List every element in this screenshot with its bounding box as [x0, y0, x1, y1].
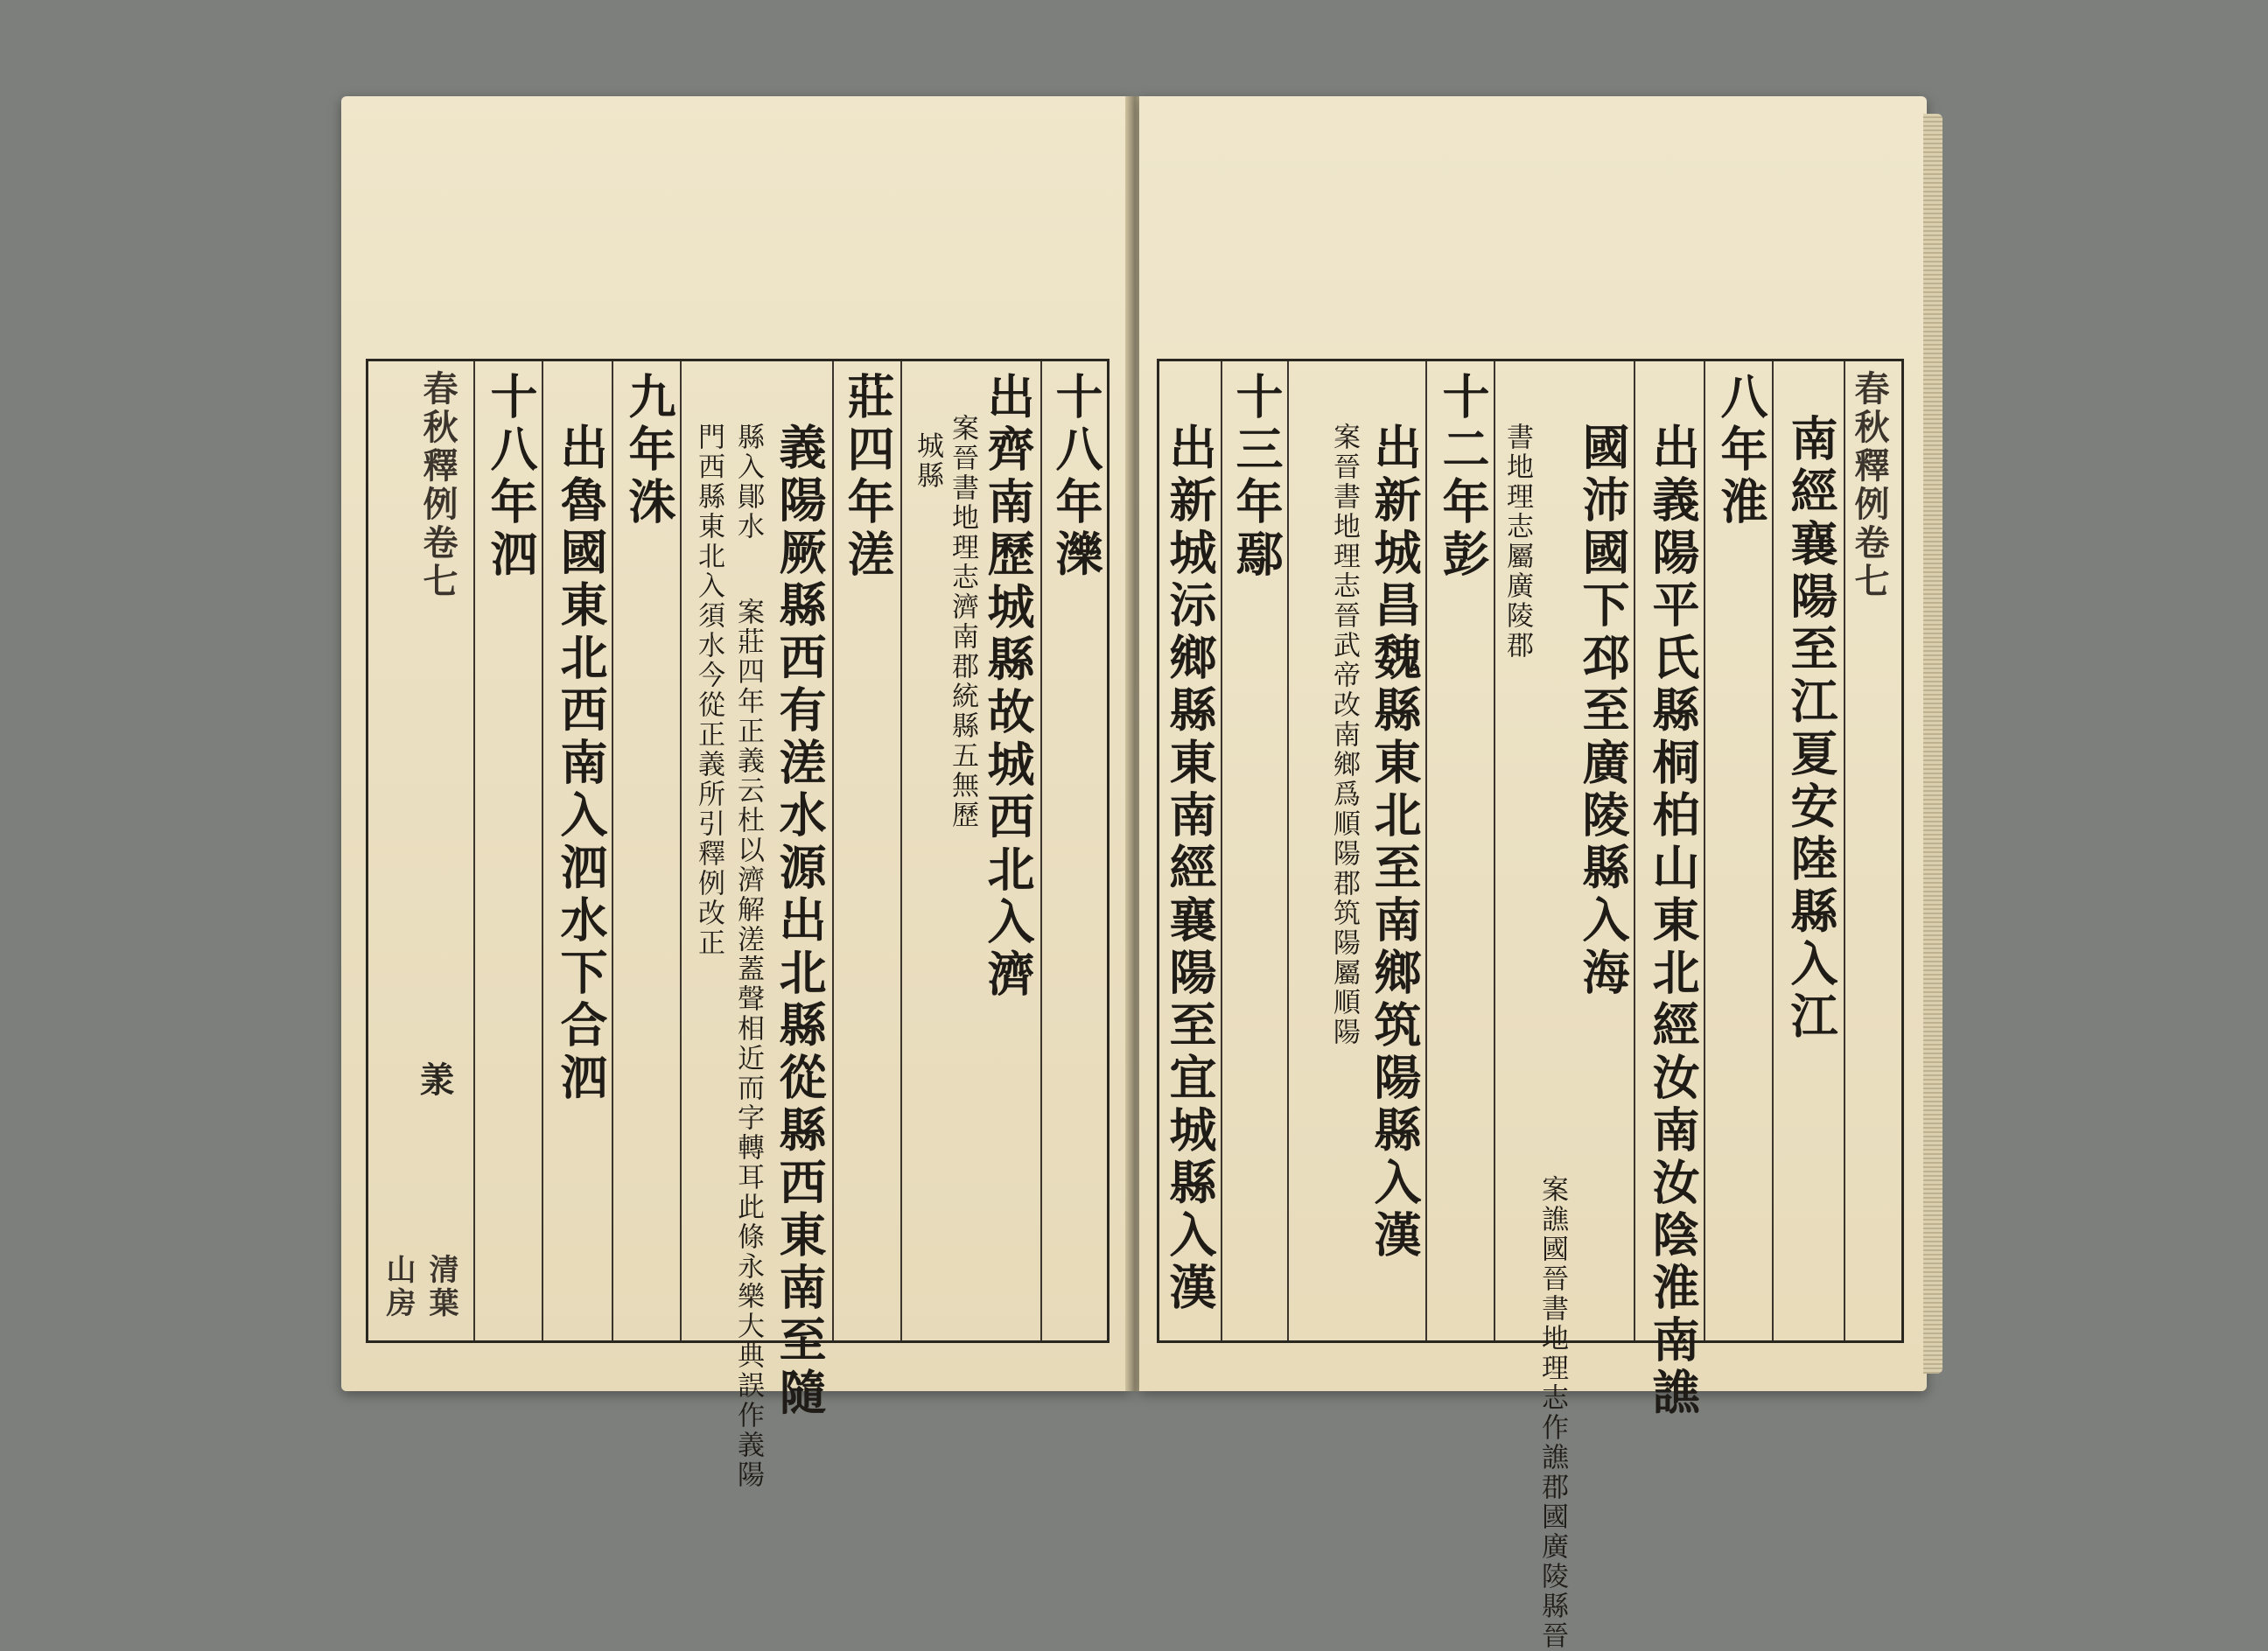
publisher-mark: 清葉山房 — [381, 1254, 458, 1320]
column-rule — [900, 361, 902, 1340]
heading-column: 十八年濼 — [1048, 372, 1104, 582]
note-column: 城縣 — [912, 431, 943, 491]
heading-column: 八年淮 — [1713, 372, 1769, 529]
text-column: 出齊南歷城縣故城西北入濟 — [980, 372, 1036, 1002]
column-rule — [1772, 361, 1774, 1340]
heading-column: 九年洙 — [621, 372, 677, 529]
margin-book-title: 春秋釋例卷七 — [1849, 370, 1890, 601]
left-page — [341, 96, 1130, 1490]
heading-column: 十二年彭 — [1435, 372, 1491, 582]
note-column: 書地理志屬廣陵郡 — [1502, 423, 1533, 661]
note-column: 縣入鄖水 — [732, 423, 764, 542]
page-stack-edge — [1923, 114, 1942, 1374]
text-column: 南經襄陽至江夏安陸縣入江 — [1783, 414, 1839, 1044]
margin-book-title: 春秋釋例卷七 — [417, 370, 458, 601]
note-column: 案晉書地理志晉武帝改南鄉爲順陽郡筑陽屬順陽 — [1328, 423, 1360, 1047]
note-column: 門西縣東北入須水今從正義所引釋例改正 — [693, 423, 724, 958]
column-rule — [1494, 361, 1495, 1340]
column-rule — [1040, 361, 1042, 1340]
text-column: 出義陽平氏縣桐柏山東北經汝南汝陰淮南譙 — [1645, 423, 1701, 1420]
note-column: 案莊四年正義云杜以濟解溠蓋聲相近而字轉耳此條永樂大典誤作義陽 — [732, 598, 764, 1490]
text-column: 國沛國下邳至廣陵縣入海 — [1575, 423, 1631, 1000]
column-rule — [832, 361, 834, 1340]
column-rule — [612, 361, 613, 1340]
column-rule — [680, 361, 682, 1340]
column-rule — [1704, 361, 1705, 1340]
text-column: 出新城沶鄉縣東南經襄陽至宜城縣入漢 — [1162, 423, 1218, 1315]
leaf-mark: 羕 — [414, 1061, 455, 1096]
left-text-frame — [366, 359, 1110, 1490]
column-rule — [1425, 361, 1427, 1340]
note-column: 案晉書地理志濟南郡統縣五無歷 — [947, 414, 978, 830]
column-rule — [1844, 361, 1845, 1340]
column-rule — [473, 361, 475, 1340]
column-rule — [1221, 361, 1222, 1340]
right-text-frame — [1157, 359, 1904, 1651]
heading-column: 十三年鄢 — [1228, 372, 1284, 582]
column-rule — [1634, 361, 1635, 1340]
open-book — [341, 96, 1927, 1651]
right-page — [1139, 96, 1927, 1651]
column-rule — [1287, 361, 1289, 1340]
heading-column: 十八年泗 — [483, 372, 539, 582]
column-rule — [542, 361, 543, 1340]
text-column: 出新城昌魏縣東北至南鄉筑陽縣入漢 — [1367, 423, 1423, 1263]
note-column: 案譙國晉書地理志作譙郡國廣陵縣晉 — [1536, 1175, 1568, 1651]
text-column: 義陽厥縣西有溠水源出北縣從縣西東南至隨 — [772, 423, 828, 1420]
heading-column: 莊四年溠 — [840, 372, 896, 582]
text-column: 出魯國東北西南入泗水下合泗 — [553, 423, 609, 1105]
